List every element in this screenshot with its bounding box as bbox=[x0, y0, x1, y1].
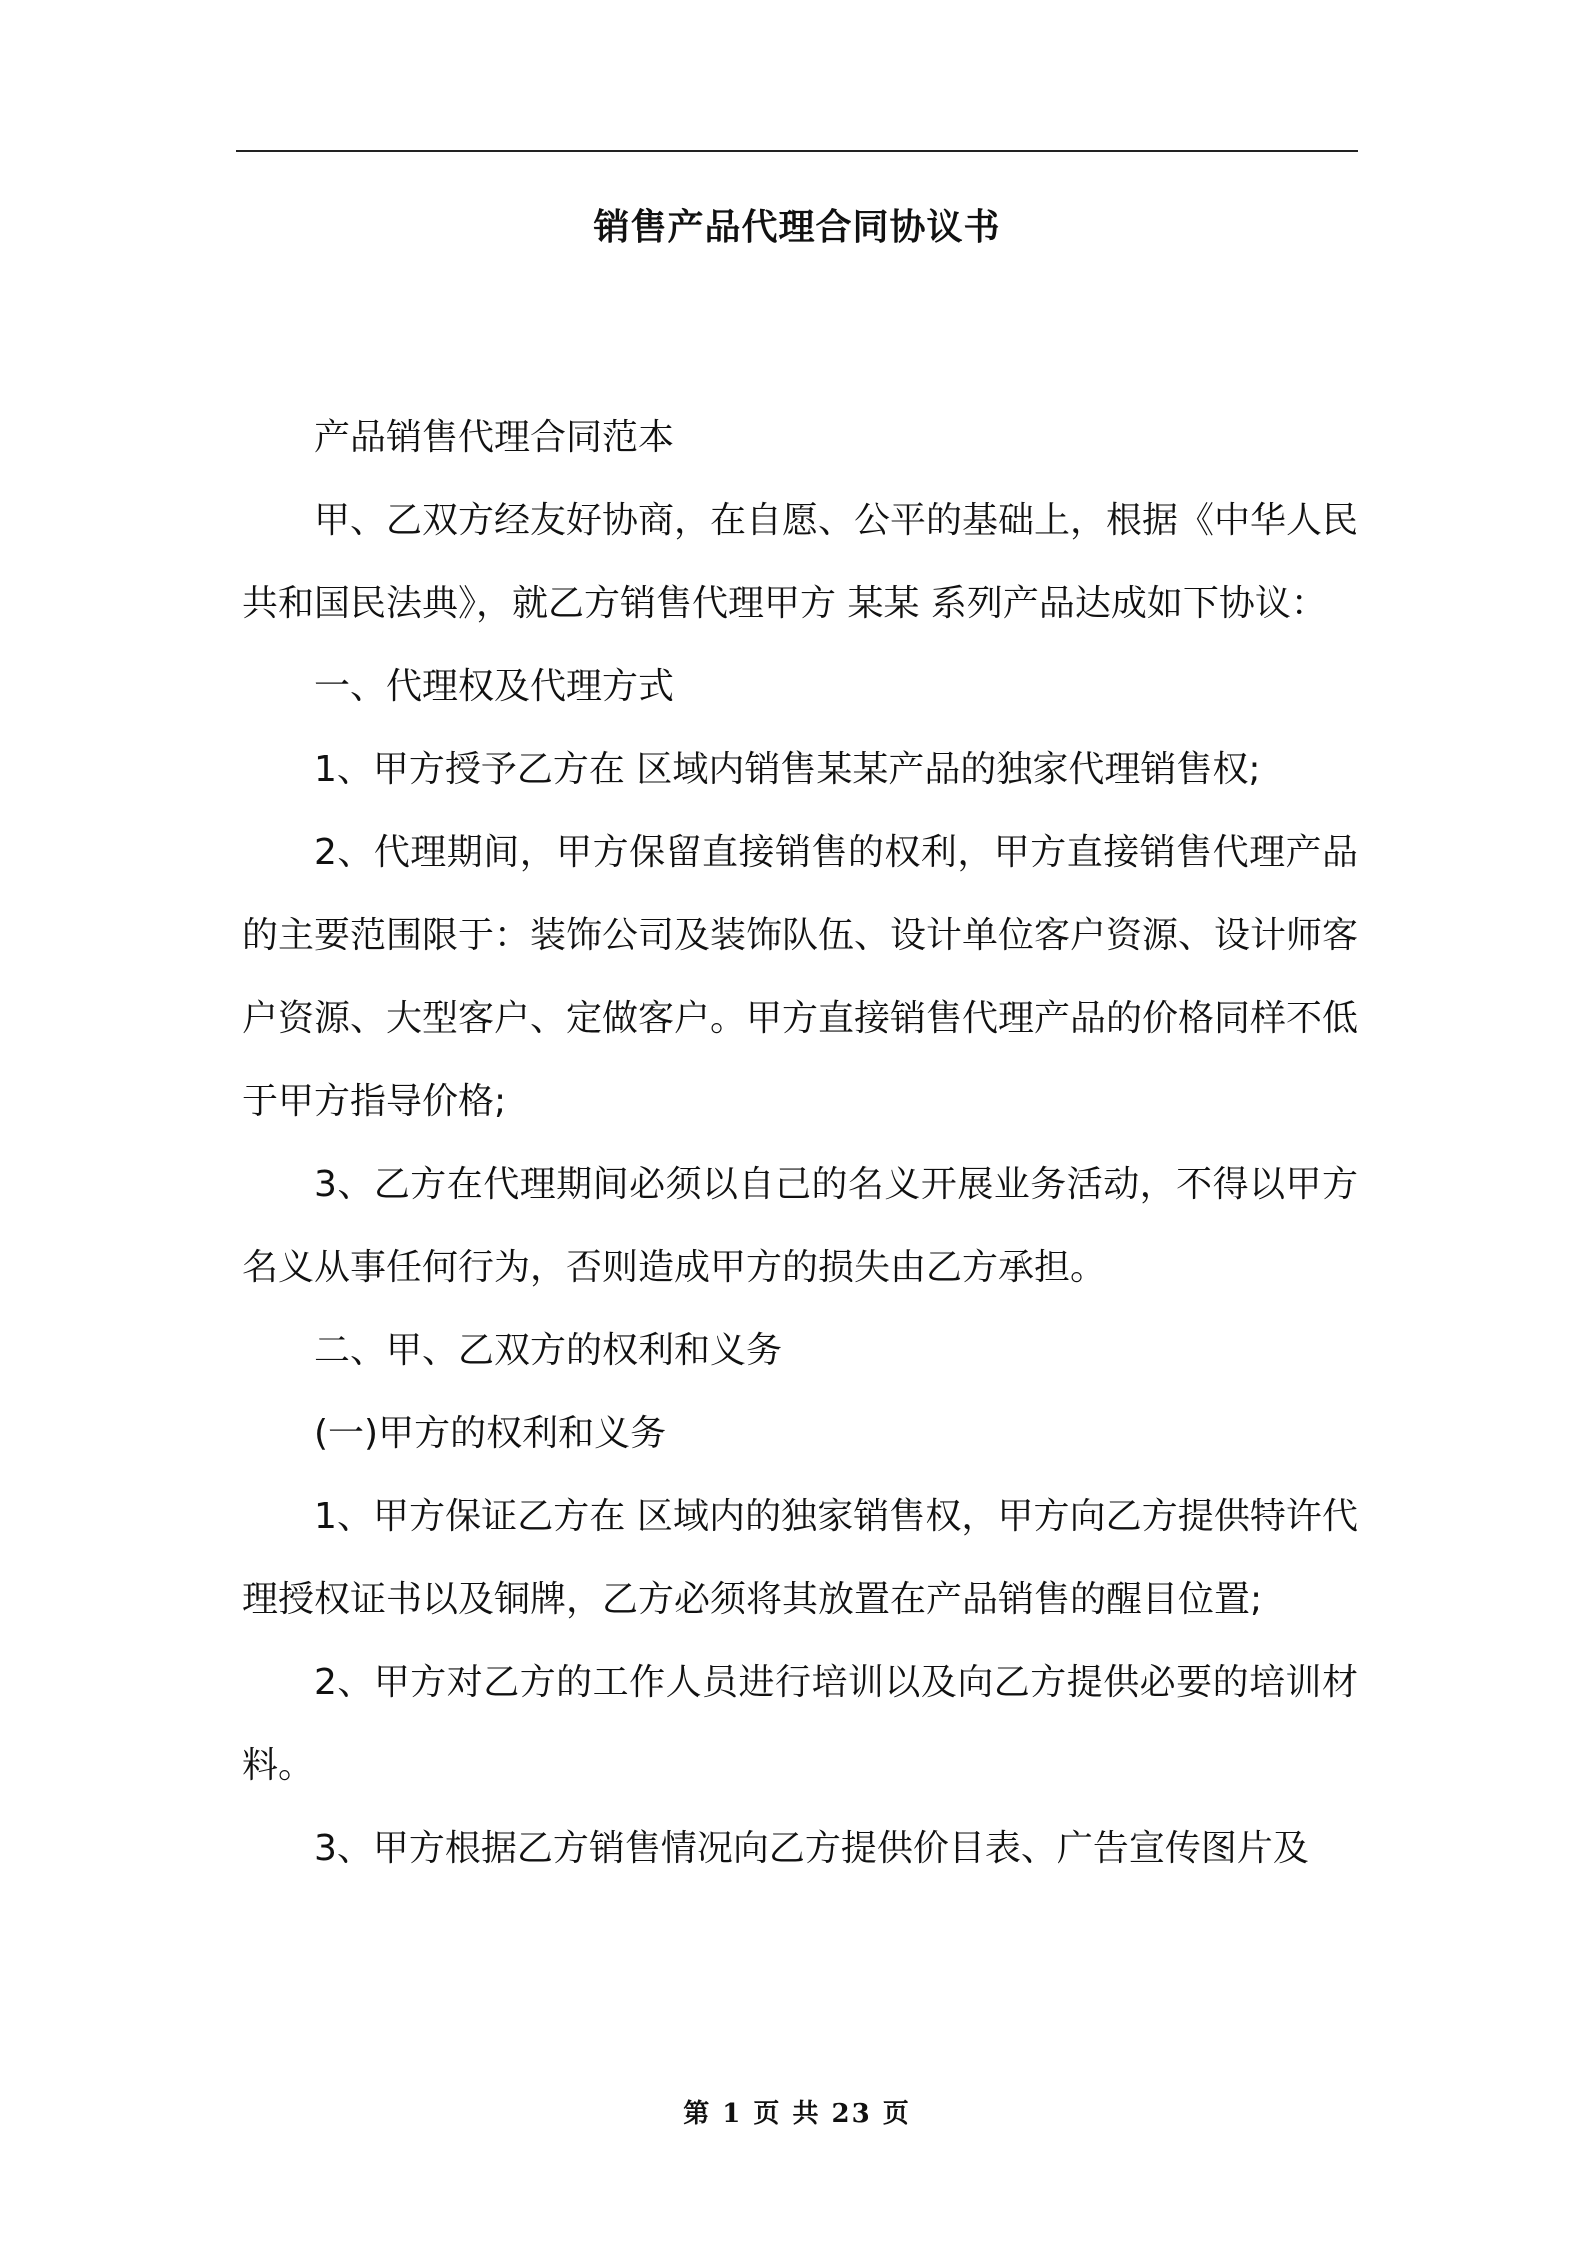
clause-1-2: 2、代理期间，甲方保留直接销售的权利，甲方直接销售代理产品的主要范围限于：装饰公司及装饰队伍、设计单位客户资源、设计师客户资源、大型客户、定做客户。甲方直接销售代理产品的价格同样不低于甲方指导价格; bbox=[242, 832, 1359, 1122]
document-body bbox=[242, 396, 1358, 1890]
paragraph-subtitle: 产品销售代理合同范本 bbox=[314, 417, 675, 458]
clause-1-3: 3、乙方在代理期间必须以自己的名义开展业务活动，不得以甲方名义从事任何行为，否则造成甲方的损失由乙方承担。 bbox=[242, 1164, 1358, 1288]
clause-1-1: 1、甲方授予乙方在 区域内销售某某产品的独家代理销售权; bbox=[314, 749, 1261, 790]
header-rule bbox=[236, 150, 1358, 152]
paragraph-preamble: 甲、乙双方经友好协商，在自愿、公平的基础上，根据《中华人民共和国民法典》，就乙方销售代理甲方 某某 系列产品达成如下协议： bbox=[242, 500, 1359, 624]
section-heading-1: 一、代理权及代理方式 bbox=[314, 666, 675, 707]
subsection-heading-2-1: (一)甲方的权利和义务 bbox=[314, 1413, 667, 1454]
document-title: 销售产品代理合同协议书 bbox=[593, 207, 1001, 248]
page-footer: 第 1 页 共 23 页 bbox=[683, 2099, 911, 2129]
section-heading-2: 二、甲、乙双方的权利和义务 bbox=[314, 1330, 783, 1371]
clause-2-1-2: 2、甲方对乙方的工作人员进行培训以及向乙方提供必要的培训材料。 bbox=[242, 1662, 1358, 1786]
clause-2-1-3: 3、甲方根据乙方销售情况向乙方提供价目表、广告宣传图片及 bbox=[314, 1828, 1309, 1869]
clause-2-1-1: 1、甲方保证乙方在 区域内的独家销售权，甲方向乙方提供特许代理授权证书以及铜牌，乙方必须将其放置在产品销售的醒目位置; bbox=[242, 1496, 1358, 1620]
